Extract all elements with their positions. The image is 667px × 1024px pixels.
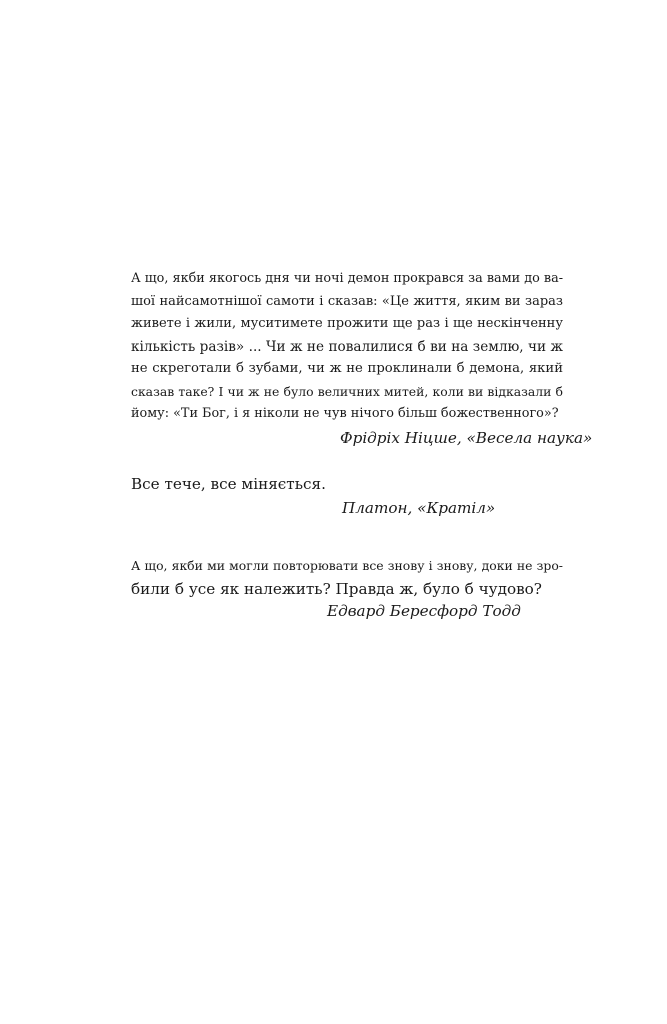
quote-line: шої найсамотнішої самоти і сказав: «Це життя, яким ви зараз [131, 293, 563, 309]
quote-line: били б усе як належить? Правда ж, було б чудово? [131, 579, 542, 598]
epigraph-attribution: Едвард Бересфорд Тодд [327, 602, 521, 620]
quote-line: А що, якби якогось дня чи ночі демон прокрався за вами до ва- [131, 271, 564, 286]
epigraph-plato [131, 473, 563, 519]
quote-line: живете і жили, муситимете прожити ще раз і ще нескінченну [131, 316, 563, 331]
epigraph-todd [131, 555, 563, 623]
epigraph-attribution: Фрідріх Ніцше, «Весела наука» [340, 428, 593, 447]
quote-line: не скреготали б зубами, чи ж не проклинали б демона, який [131, 361, 563, 376]
epigraph-quote [131, 555, 563, 600]
epigraph-quote [131, 473, 563, 496]
quote-line: йому: «Ти Бог, і я ніколи не чув нічого більш божественного»? [131, 406, 559, 421]
quote-line: Все тече, все міняється. [131, 475, 326, 493]
epigraph-attribution: Платон, «Кратіл» [342, 498, 496, 517]
quote-line: кількість разів» ... Чи ж не повалилися б ви на землю, чи ж [131, 338, 563, 355]
quote-line: А що, якби ми могли повторювати все знову і знову, доки не зро- [131, 558, 563, 573]
quote-line: сказав таке? І чи ж не було величних митей, коли ви відказали б [131, 383, 563, 399]
epigraph-nietzsche [131, 268, 593, 449]
epigraph-quote [131, 268, 563, 426]
